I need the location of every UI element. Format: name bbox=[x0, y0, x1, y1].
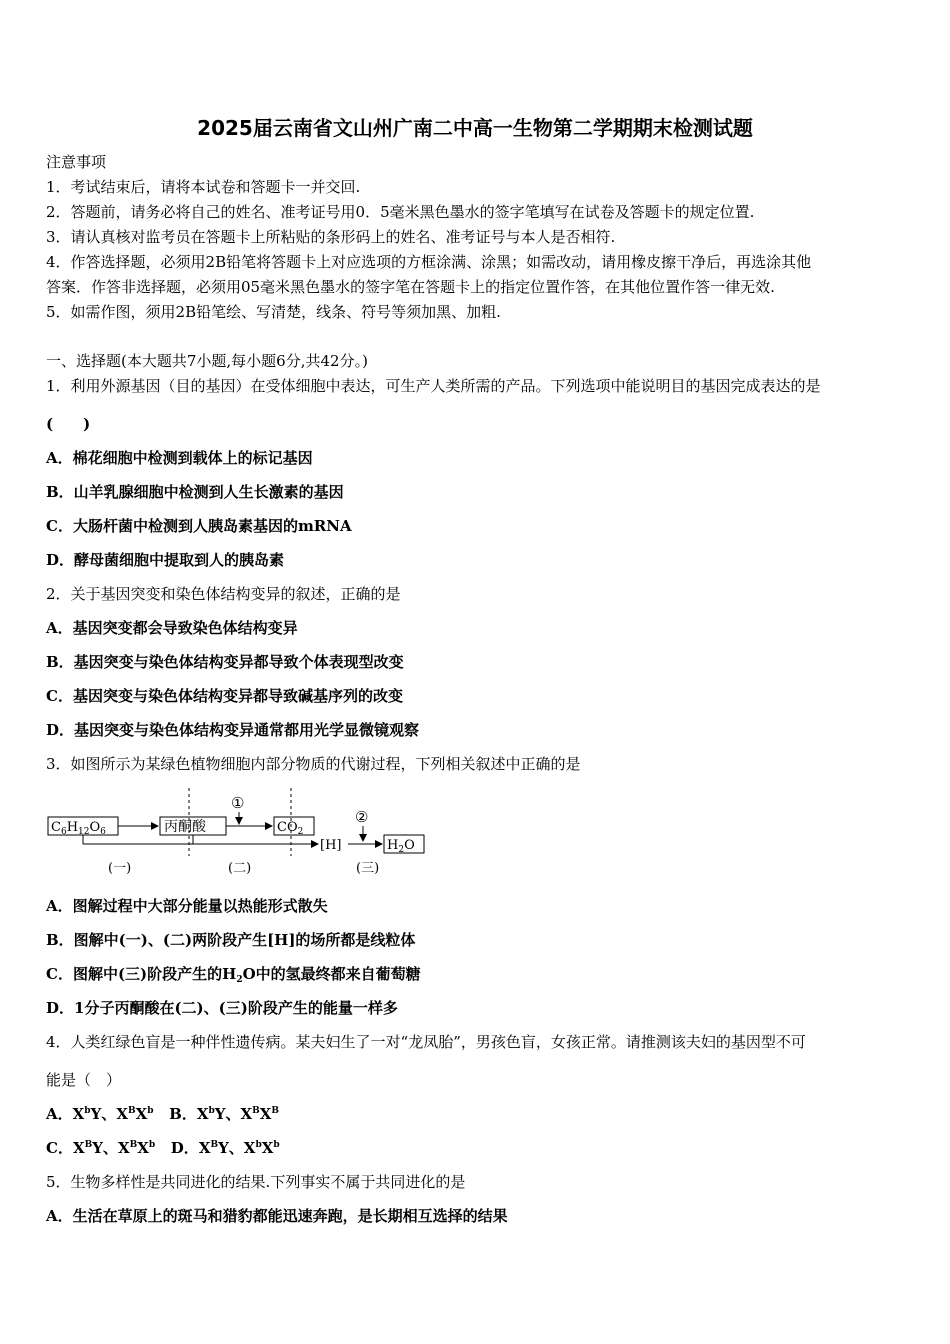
q2-stem: 2．关于基因突变和染色体结构变异的叙述，正确的是 bbox=[46, 585, 401, 603]
q2-option-c: C．基因突变与染色体结构变异都导致碱基序列的改变 bbox=[46, 687, 403, 705]
notice-item-1: 1．考试结束后，请将本试卷和答题卡一并交回. bbox=[46, 178, 361, 196]
stage-1-label: (一) bbox=[108, 861, 132, 876]
pyruvate-label: 丙酮酸 bbox=[164, 819, 206, 835]
q4-options-ab: A．$X^bY$、$X^BX^b$ B．$X^bY$、$X^BX^B$ bbox=[46, 1105, 280, 1123]
q1-option-a: A．棉花细胞中检测到载体上的标记基因 bbox=[46, 449, 313, 467]
glucose-label: $C_6H_{12}O_6$ bbox=[51, 820, 106, 837]
metabolism-diagram bbox=[46, 786, 446, 880]
q3-stem: 3．如图所示为某绿色植物细胞内部分物质的代谢过程，下列相关叙述中正确的是 bbox=[46, 755, 581, 773]
notice-heading: 注意事项 bbox=[46, 153, 107, 171]
q2-option-a: A．基因突变都会导致染色体结构变异 bbox=[46, 619, 298, 637]
q1-option-d: D．酵母菌细胞中提取到人的胰岛素 bbox=[46, 551, 285, 569]
stage-2-label: (二) bbox=[228, 861, 252, 876]
notice-item-3: 3．请认真核对监考员在答题卡上所粘贴的条形码上的姓名、准考证号与本人是否相符. bbox=[46, 228, 616, 246]
q1-option-b: B．山羊乳腺细胞中检测到人生长激素的基因 bbox=[46, 483, 344, 501]
notice-item-5: 5．如需作图，须用2B铅笔绘、写清楚，线条、符号等须加黑、加粗. bbox=[46, 303, 501, 321]
q2-option-d: D．基因突变与染色体结构变异通常都用光学显微镜观察 bbox=[46, 721, 420, 739]
page-title: 2025届云南省文山州广南二中高一生物第二学期期末检测试题 bbox=[197, 116, 753, 140]
q4-stem: 4．人类红绿色盲是一种伴性遗传病。某夫妇生了一对“龙凤胎”，男孩色盲，女孩正常。请推测该夫妇的基因型不可 bbox=[46, 1033, 806, 1051]
mark-2: ② bbox=[355, 808, 369, 826]
q1-blank: ( ) bbox=[46, 415, 91, 433]
notice-item-2: 2．答题前，请务必将自己的姓名、准考证号用0．5毫米黑色墨水的签字笔填写在试卷及答题卡的规定位置. bbox=[46, 203, 755, 221]
q5-stem: 5．生物多样性是共同进化的结果.下列事实不属于共同进化的是 bbox=[46, 1173, 466, 1191]
q4-stem-cont: 能是（ ） bbox=[46, 1071, 122, 1089]
h-label: [H] bbox=[320, 838, 342, 853]
co2-label: $CO_2$ bbox=[277, 820, 304, 837]
notice-item-4: 4．作答选择题，必须用2B铅笔将答题卡上对应选项的方框涂满、涂黑；如需改动，请用橡皮擦干净后，再选涂其他 bbox=[46, 253, 812, 271]
q3-option-a: A．图解过程中大部分能量以热能形式散失 bbox=[46, 897, 328, 915]
h2o-label: $H_2O$ bbox=[387, 838, 415, 855]
mark-1: ① bbox=[231, 794, 245, 812]
q2-option-b: B．基因突变与染色体结构变异都导致个体表现型改变 bbox=[46, 653, 404, 671]
q1-stem: 1．利用外源基因（目的基因）在受体细胞中表达，可生产人类所需的产品。下列选项中能说明目的基因完成表达的是 bbox=[46, 377, 821, 395]
q3-option-b: B．图解中(一)、(二)两阶段产生[H]的场所都是线粒体 bbox=[46, 931, 416, 949]
q3-option-c: C．图解中(三)阶段产生的$H_2O$中的氢最终都来自葡萄糖 bbox=[46, 965, 421, 985]
q4-options-cd: C．$X^BY$、$X^BX^b$ D．$X^BY$、$X^bX^b$ bbox=[46, 1139, 280, 1157]
q5-option-a: A．生活在草原上的斑马和猎豹都能迅速奔跑，是长期相互选择的结果 bbox=[46, 1207, 508, 1225]
notice-item-4-cont: 答案．作答非选择题，必须用05毫米黑色墨水的签字笔在答题卡上的指定位置作答，在其他位置作答一律无效. bbox=[46, 278, 775, 296]
q1-option-c: C．大肠杆菌中检测到人胰岛素基因的mRNA bbox=[46, 517, 352, 535]
stage-3-label: (三) bbox=[356, 861, 380, 876]
section-heading: 一、选择题(本大题共7小题,每小题6分,共42分。) bbox=[46, 352, 368, 370]
q3-option-d: D．1分子丙酮酸在(二)、(三)阶段产生的能量一样多 bbox=[46, 999, 398, 1017]
